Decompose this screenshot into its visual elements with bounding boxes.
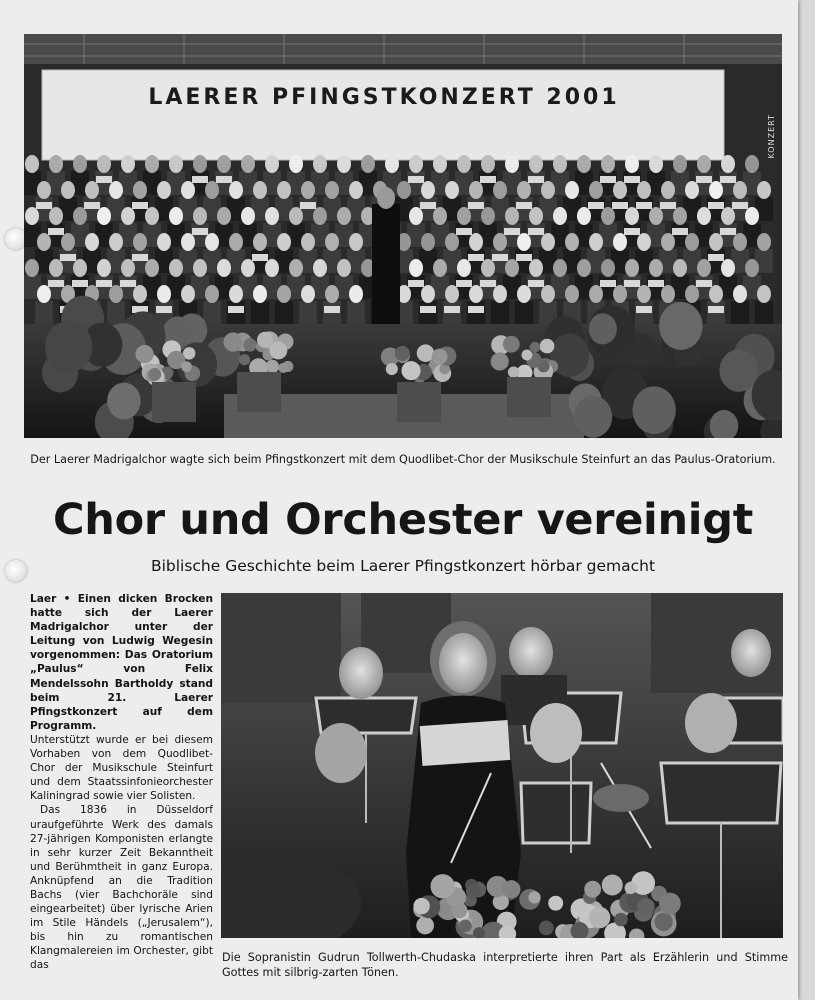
article-lead-paragraph: Laer • Einen dicken Brocken hatte sich der Laerer Madrigalchor unter der Leitung von Ludwig Wegesin vorgenommen: Das Oratorium „Paulus“ von Felix Mendelssohn Bartholdy stand beim 21. Laerer Pfingstkonzert auf dem Programm. (30, 593, 213, 732)
banner-side-text: KONZERT (767, 114, 776, 159)
concert-photo-image (24, 34, 782, 438)
article-subheadline: Biblische Geschichte beim Laerer Pfingstkonzert hörbar gemacht (150, 557, 656, 575)
article-paragraph-2: Das 1836 in Düsseldorf uraufgeführte Werk des damals 27-jährigen Komponisten erlangte in sehr kurzer Zeit Bekanntheit und Berühmtheit in ganz Europa. Anknüpfend an die Tradition Bachs (vier Bachchoräle sind eingearbeitet) über lyrische Arien im Stile Händels („Jerusalem“), bis hin zu romantischen Klangmalereien im Orchester, gibt das (30, 804, 213, 972)
article-body (30, 592, 213, 984)
article-headline: Chor und Orchester vereinigt (53, 495, 753, 545)
bottom-photo-caption: Die Sopranistin Gudrun Tollwerth-Chudaska interpretierte ihren Part als Erzählerin und Stimme Gottes mit silbrig-zarten Tönen. (222, 951, 788, 979)
soprano-photo (221, 593, 783, 938)
article-paragraph-1: Unterstützt wurde er bei diesem Vorhaben von dem Quodlibet-Chor der Musikschule Steinfurt und dem Staatssinfonieorchester Kaliningrad sowie vier Solisten. (30, 733, 213, 803)
banner-text: LAERER PFINGSTKONZERT 2001 (148, 85, 620, 110)
concert-photo (24, 34, 782, 438)
soprano-photo-image (221, 593, 783, 938)
top-photo-caption: Der Laerer Madrigalchor wagte sich beim Pfingstkonzert mit dem Quodlibet-Chor der Musikschule Steinfurt an das Paulus-Oratorium. (30, 453, 776, 466)
